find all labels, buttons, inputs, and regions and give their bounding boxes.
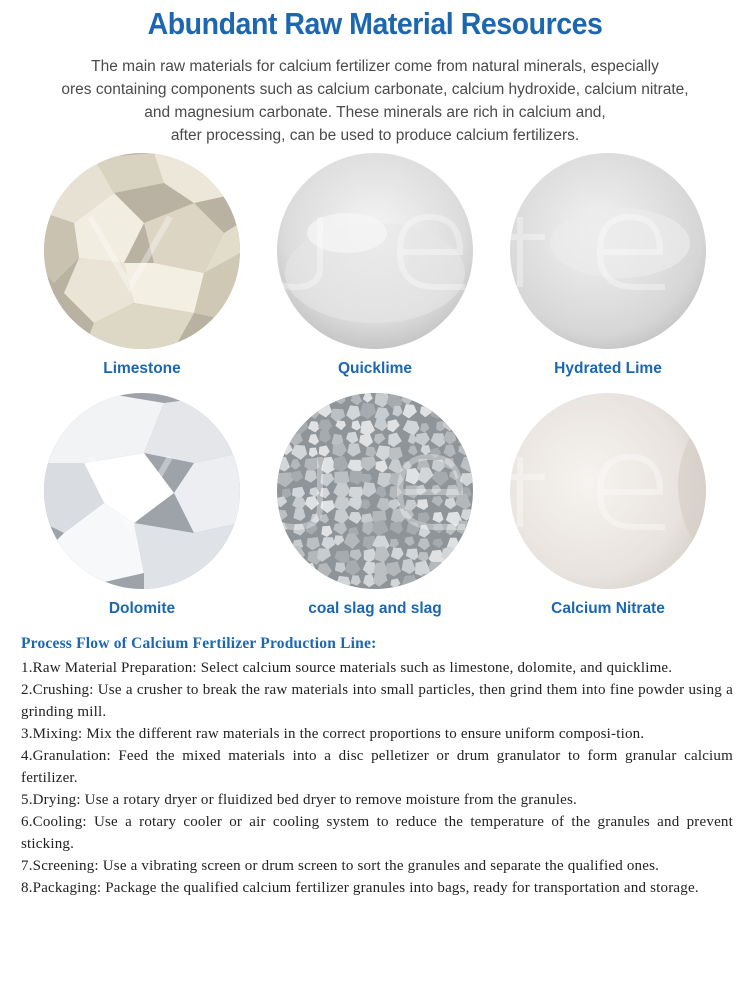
calcium-nitrate-powder-image — [510, 393, 706, 589]
material-card-quicklime — [270, 153, 480, 378]
material-card-calcium-nitrate — [503, 393, 713, 618]
process-step: 3.Mixing: Mix the different raw materials in the correct proportions to ensure uniform composi-tion. — [21, 726, 645, 742]
dolomite-rocks-image — [44, 393, 240, 589]
material-label: Hydrated Lime — [554, 360, 662, 377]
process-step: 7.Screening: Use a vibrating screen or drum screen to sort the granules and separate the qualified ones. — [21, 858, 660, 874]
process-step: 4.Granulation: Feed the mixed materials into a disc pelletizer or drum granulator to form granular calcium fertilizer. — [21, 748, 733, 786]
material-card-limestone — [37, 153, 247, 378]
process-title: Process Flow of Calcium Fertilizer Production Line: — [21, 635, 377, 652]
limestone-rocks-image — [44, 153, 240, 349]
intro-paragraph — [0, 55, 750, 147]
process-flow-section — [21, 633, 733, 899]
material-label: Quicklime — [337, 360, 413, 377]
quicklime-powder-image — [277, 153, 473, 349]
material-label: coal slag and slag — [308, 600, 442, 617]
process-step: 1.Raw Material Preparation: Select calcium source materials such as limestone, dolomite, and quicklime. — [21, 660, 673, 676]
slag-gravel-image — [277, 393, 473, 589]
intro-line: ores containing components such as calcium carbonate, calcium hydroxide, calcium nitrate, — [61, 81, 689, 98]
intro-line: The main raw materials for calcium fertilizer come from natural minerals, especially — [91, 58, 659, 75]
intro-line: and magnesium carbonate. These minerals are rich in calcium and, — [144, 104, 606, 121]
process-step: 6.Cooling: Use a rotary cooler or air cooling system to reduce the temperature of the granules and prevent sticking. — [21, 814, 733, 852]
material-label: Dolomite — [108, 600, 176, 617]
process-step: 8.Packaging: Package the qualified calcium fertilizer granules into bags, ready for transportation and storage. — [21, 880, 699, 896]
process-step: 5.Drying: Use a rotary dryer or fluidized bed dryer to remove moisture from the granules. — [21, 792, 577, 808]
material-card-dolomite — [37, 393, 247, 618]
page-title: Abundant Raw Material Resources — [147, 6, 603, 41]
hydrated-lime-powder-image — [510, 153, 706, 349]
process-step: 2.Crushing: Use a crusher to break the raw materials into small particles, then grind them into fine powder using a grinding mill. — [21, 682, 733, 720]
material-label: Limestone — [103, 360, 181, 377]
material-card-hydrated-lime — [503, 153, 713, 378]
intro-line: after processing, can be used to produce calcium fertilizers. — [170, 127, 580, 144]
material-label: Calcium Nitrate — [551, 600, 665, 617]
material-card-slag — [270, 393, 480, 618]
